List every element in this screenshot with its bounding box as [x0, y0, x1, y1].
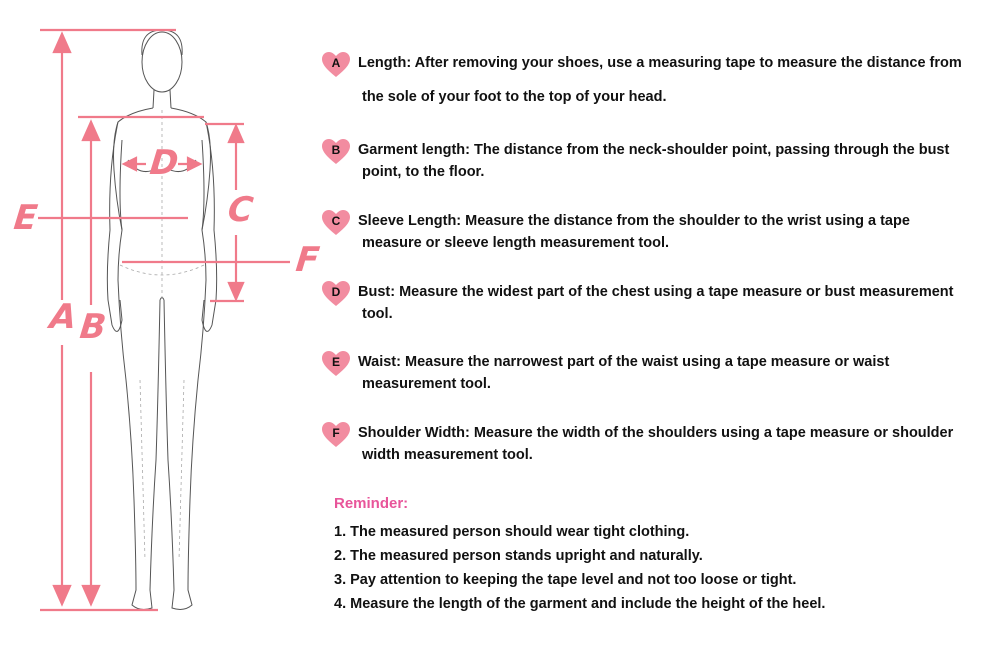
heart-letter: B [331, 143, 341, 157]
heart-letter: F [332, 426, 340, 440]
label-c: C [225, 190, 256, 230]
instruction-line-2: point, to the floor. [362, 164, 485, 180]
heart-letter: E [331, 355, 340, 369]
instruction-line-1: Waist: Measure the narrowest part of the waist using a tape measure or waist [358, 354, 890, 370]
label-b: B [77, 307, 109, 347]
instruction-line-1: Bust: Measure the widest part of the chest using a tape measure or bust measurement [358, 284, 954, 300]
reminder-title: Reminder: [334, 495, 409, 512]
heart-icon [322, 210, 350, 236]
figure-svg [0, 0, 320, 650]
b-arrowhead-top [83, 122, 99, 140]
d-arrowhead-left [124, 158, 136, 170]
heart-icon [322, 52, 350, 78]
instruction-text [358, 142, 988, 180]
b-arrowhead-bottom [83, 586, 99, 604]
reminder-line: 3. Pay attention to keeping the tape level and not too loose or tight. [334, 572, 797, 588]
instruction-text [358, 55, 988, 105]
heart-letter: C [331, 214, 341, 228]
c-arrowhead-top [229, 126, 243, 142]
heart-icon [322, 422, 350, 448]
heart-letter: D [331, 285, 341, 299]
instruction-text [358, 213, 988, 251]
instruction-line-2: tool. [362, 306, 393, 322]
heart-letter: A [331, 56, 341, 70]
reminder-line: 2. The measured person stands upright and naturally. [334, 548, 703, 564]
label-a: A [47, 297, 79, 337]
instruction-text [358, 284, 988, 322]
instruction-line-2: the sole of your foot to the top of your head. [362, 89, 667, 105]
instruction-line-1: Sleeve Length: Measure the distance from the shoulder to the wrist using a tape [358, 213, 910, 229]
label-e: E [11, 198, 40, 238]
label-f: F [293, 240, 322, 280]
body-figure-diagram [0, 0, 320, 650]
instruction-line-1: Length: After removing your shoes, use a measuring tape to measure the distance from [358, 55, 962, 71]
instruction-text [358, 354, 988, 392]
instruction-line-1: Garment length: The distance from the neck-shoulder point, passing through the bust [358, 142, 950, 158]
instruction-line-2: measure or sleeve length measurement tool. [362, 235, 670, 251]
heart-icon [322, 281, 350, 307]
reminder-section [334, 495, 974, 616]
label-d: D [147, 143, 181, 183]
instruction-text [358, 425, 988, 463]
c-arrowhead-bottom [229, 283, 243, 299]
reminder-line: 1. The measured person should wear tight clothing. [334, 524, 690, 540]
heart-icon [322, 351, 350, 377]
instruction-line-2: measurement tool. [362, 376, 491, 392]
a-arrowhead-bottom [54, 586, 70, 604]
instruction-line-2: width measurement tool. [362, 447, 533, 463]
instruction-line-1: Shoulder Width: Measure the width of the shoulders using a tape measure or shoulder [358, 425, 954, 441]
a-arrowhead-top [54, 34, 70, 52]
d-arrowhead-right [188, 158, 200, 170]
heart-icon [322, 139, 350, 165]
reminder-line: 4. Measure the length of the garment and include the height of the heel. [334, 596, 826, 612]
